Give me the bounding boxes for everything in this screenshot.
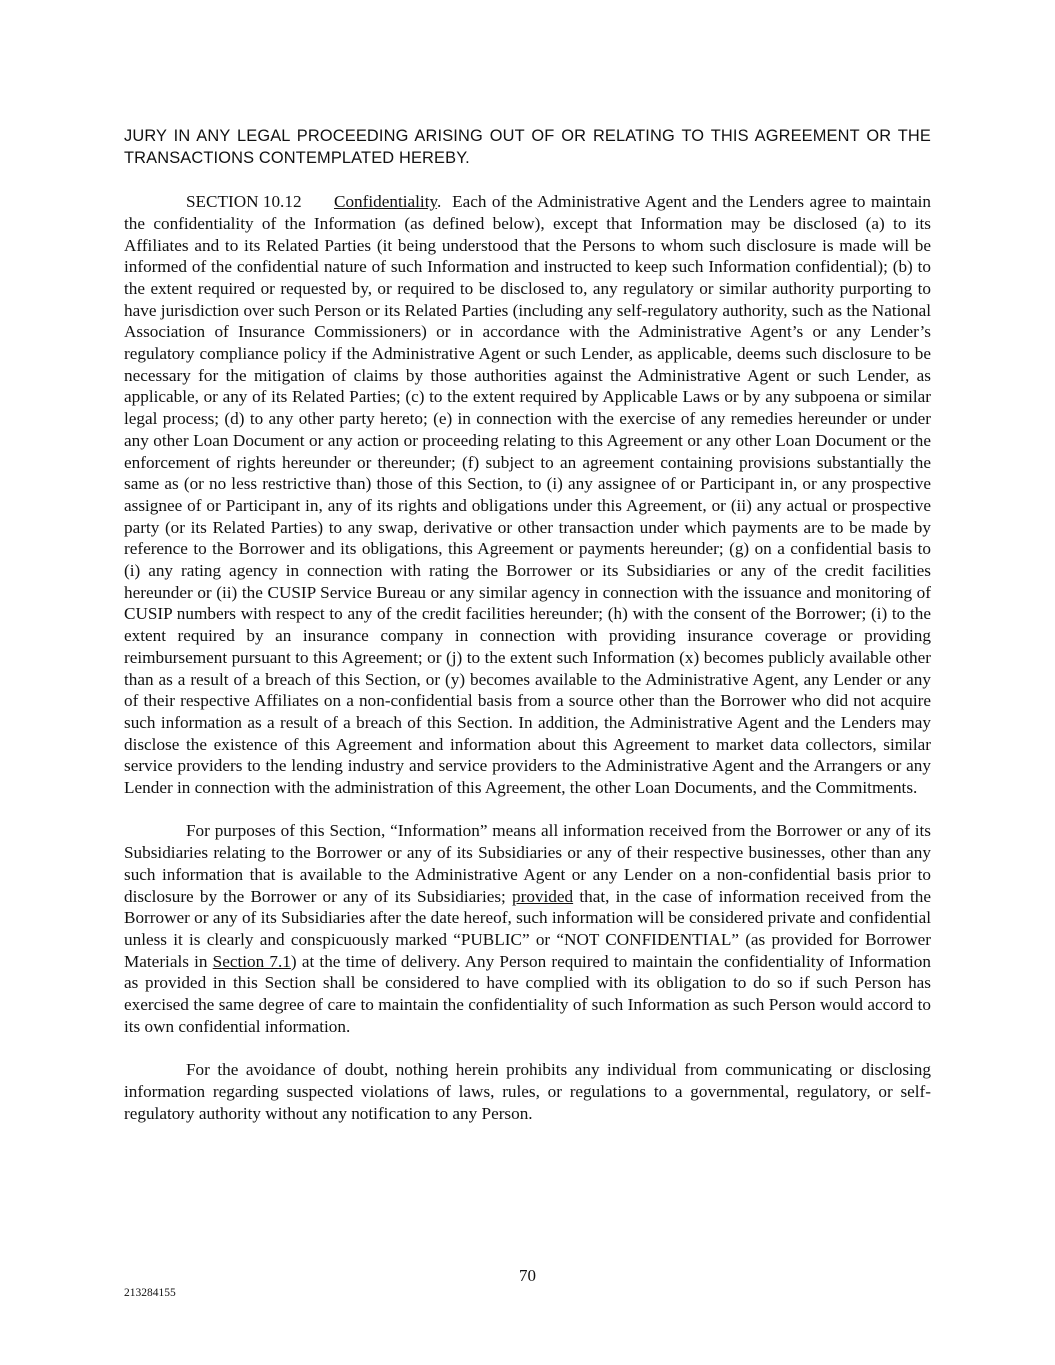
section-7-1-reference: Section 7.1 xyxy=(212,951,291,971)
section-title-period: . xyxy=(436,192,442,212)
information-definition-paragraph xyxy=(124,820,931,1037)
para2-text-2: that, in the case of information received from the Borrower or any of its Subsidiaries after the date hereof, such information will be considered private and confidential unless it is clearly and conspicuously marked “PUBLIC” or “NOT CONFIDENTIAL” (as provided for Borrower Materials in xyxy=(124,886,931,971)
section-body-text: Each of the Administrative Agent and the Lenders agree to maintain the confidentiality of the Information (as defined below), except that Information may be disclosed (a) to its Affiliates and to its Related Parties (it being understood that the Persons to whom such disclosure is made will be informed of the confidential nature of such Information and instructed to keep such Information confidential); (b) to the extent required or requested by, or required to be disclosed to, any regulatory or similar authority purporting to have jurisdiction over such Person or its Related Parties (including any self-regulatory authority, such as the National Association of Insurance Commissioners) or in accordance with the Administrative Agent’s or any Lender’s regulatory compliance policy if the Administrative Agent or such Lender, as applicable, deems such disclosure to be necessary for the mitigation of claims by those authorities against the Administrative Agent or such Lender, as applicable, or any of its Related Parties; (c) to the extent required by Applicable Laws or by any subpoena or similar legal process; (d) to any other party hereto; (e) in connection with the exercise of any remedies hereunder or under any other Loan Document or any action or proceeding relating to this Agreement or any other Loan Document or the enforcement of rights hereunder or thereunder; (f) subject to an agreement containing provisions substantially the same as (or no less restrictive than) those of this Section, to (i) any assignee of or Participant in, or any prospective assignee of or Participant in, any of its rights and obligations under this Agreement, or (ii) any actual or prospective party (or its Related Parties) to any swap, derivative or other transaction under which payments are to be made by reference to the Borrower and its obligations, this Agreement or payments hereunder; (g) on a confidential basis to (i) any rating agency in connection with rating the Borrower or its Subsidiaries or any of the credit facilities hereunder or (ii) the CUSIP Service Bureau or any similar agency in connection with the issuance and monitoring of CUSIP numbers with respect to any of the credit facilities hereunder; (h) with the consent of the Borrower; (i) to the extent required by an insurance company in connection with providing insurance coverage or providing reimbursement pursuant to this Agreement; or (j) to the extent such Information (x) becomes publicly available other than as a result of a breach of this Section, or (y) becomes available to the Administrative Agent, any Lender or any of their respective Affiliates on a non-confidential basis from a source other than the Borrower who did not acquire such information as a result of a breach of this Section. In addition, the Administrative Agent and the Lenders may disclose the existence of this Agreement and information about this Agreement to market data collectors, similar service providers to the lending industry and service providers to the Administrative Agent and the Arrangers or any Lender in connection with the administration of this Agreement, the other Loan Documents, and the Commitments. xyxy=(124,192,932,798)
document-id: 213284155 xyxy=(124,1287,176,1299)
provided-term: provided xyxy=(512,886,574,906)
continued-caps-paragraph: JURY IN ANY LEGAL PROCEEDING ARISING OUT OF OR RELATING TO THIS AGREEMENT OR THE TRANSACTIONS CONTEMPLATED HEREBY. xyxy=(124,127,931,167)
section-10-12-paragraph xyxy=(124,191,931,799)
document-page xyxy=(124,126,931,1124)
para2-text-3: ) at the time of delivery. Any Person required to maintain the confidentiality of Information as provided in this Section shall be considered to have complied with its obligation to do so if such Person has exercised the same degree of care to maintain the confidentiality of such Information as such Person would accord to its own confidential information. xyxy=(124,951,931,1036)
section-number: SECTION 10.12 xyxy=(186,192,302,212)
page-number: 70 xyxy=(519,1266,536,1285)
section-title: Confidentiality xyxy=(334,192,437,212)
avoidance-of-doubt-paragraph: For the avoidance of doubt, nothing herein prohibits any individual from communicating or disclosing information regarding suspected violations of laws, rules, or regulations to a governmental, regulatory, or self-regulatory authority without any notification to any Person. xyxy=(124,1060,931,1123)
para2-text-1: For purposes of this Section, “Information” means all information received from the Borrower or any of its Subsidiaries relating to the Borrower or any of its Subsidiaries or any of their respective businesses, other than any such information that is available to the Administrative Agent or any Lender on a non-confidential basis prior to disclosure by the Borrower or any of its Subsidiaries; xyxy=(124,821,931,906)
